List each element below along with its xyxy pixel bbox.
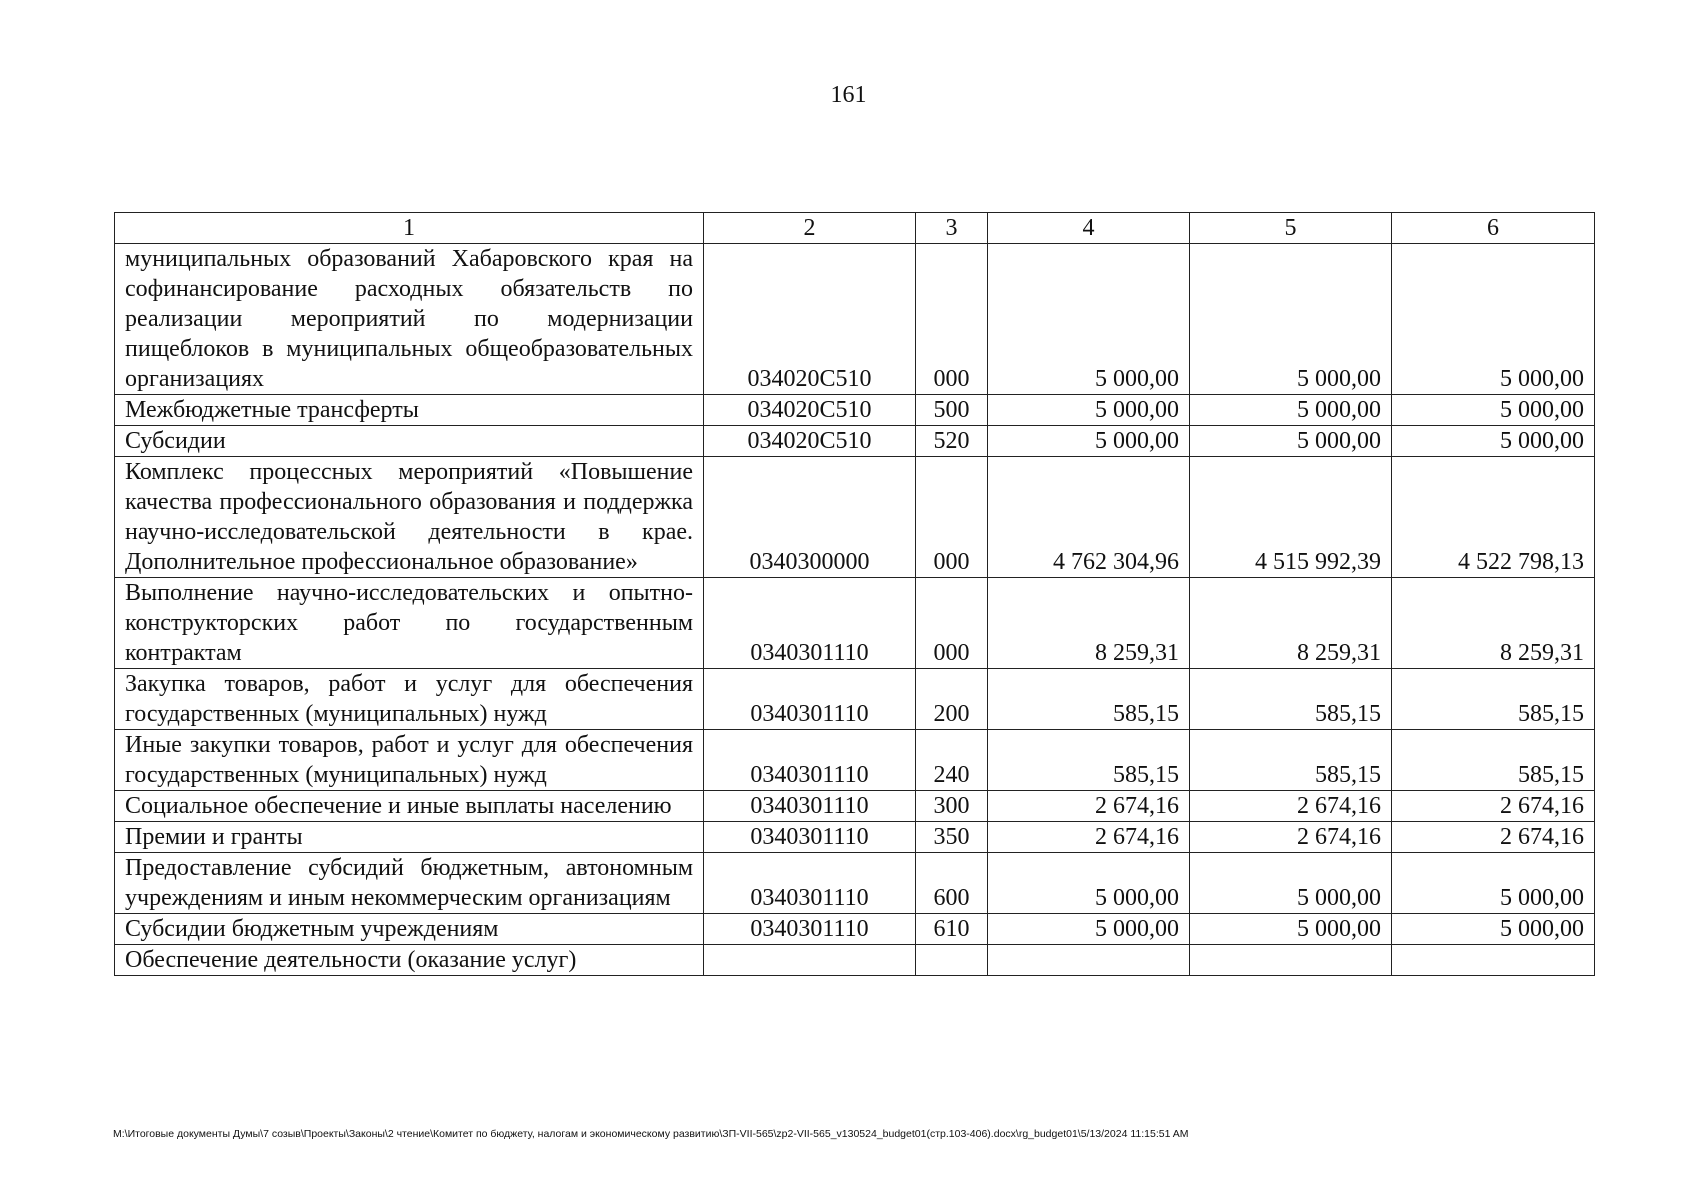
row-name-cell: Субсидии бюджетным учреждениям bbox=[115, 914, 704, 945]
table-row bbox=[115, 426, 1595, 457]
amount-col6-cell: 2 674,16 bbox=[1392, 822, 1595, 853]
amount-col6-cell bbox=[1392, 945, 1595, 976]
amount-col4-cell: 2 674,16 bbox=[988, 822, 1190, 853]
column-header-2: 2 bbox=[704, 213, 916, 244]
amount-col6-cell: 4 522 798,13 bbox=[1392, 457, 1595, 578]
row-name-cell: Межбюджетные трансферты bbox=[115, 395, 704, 426]
amount-col4-cell: 585,15 bbox=[988, 730, 1190, 791]
target-article-cell: 034020С510 bbox=[704, 244, 916, 395]
amount-col6-cell: 2 674,16 bbox=[1392, 791, 1595, 822]
expense-type-cell: 520 bbox=[916, 426, 988, 457]
amount-col4-cell: 5 000,00 bbox=[988, 244, 1190, 395]
target-article-cell bbox=[704, 945, 916, 976]
amount-col4-cell: 585,15 bbox=[988, 669, 1190, 730]
row-name-cell: Комплекс процессных мероприятий «Повышение качества профессионального образования и поддержка научно-исследовательской деятельности в крае. Дополнительное профессиональное образование» bbox=[115, 457, 704, 578]
amount-col4-cell: 4 762 304,96 bbox=[988, 457, 1190, 578]
target-article-cell: 0340301110 bbox=[704, 730, 916, 791]
expense-type-cell: 200 bbox=[916, 669, 988, 730]
amount-col6-cell: 5 000,00 bbox=[1392, 853, 1595, 914]
amount-col5-cell: 585,15 bbox=[1190, 730, 1392, 791]
column-header-3: 3 bbox=[916, 213, 988, 244]
target-article-cell: 0340301110 bbox=[704, 914, 916, 945]
amount-col4-cell: 5 000,00 bbox=[988, 853, 1190, 914]
amount-col6-cell: 5 000,00 bbox=[1392, 426, 1595, 457]
table-row bbox=[115, 791, 1595, 822]
expense-type-cell: 000 bbox=[916, 578, 988, 669]
amount-col4-cell: 8 259,31 bbox=[988, 578, 1190, 669]
expense-type-cell: 350 bbox=[916, 822, 988, 853]
amount-col6-cell: 585,15 bbox=[1392, 730, 1595, 791]
row-name-cell: Субсидии bbox=[115, 426, 704, 457]
target-article-cell: 034020С510 bbox=[704, 426, 916, 457]
amount-col4-cell: 5 000,00 bbox=[988, 395, 1190, 426]
expense-type-cell: 000 bbox=[916, 457, 988, 578]
target-article-cell: 0340301110 bbox=[704, 853, 916, 914]
target-article-cell: 0340301110 bbox=[704, 791, 916, 822]
table-row bbox=[115, 244, 1595, 395]
column-header-1: 1 bbox=[115, 213, 704, 244]
amount-col6-cell: 5 000,00 bbox=[1392, 395, 1595, 426]
amount-col4-cell: 5 000,00 bbox=[988, 914, 1190, 945]
table-row bbox=[115, 669, 1595, 730]
budget-table bbox=[114, 212, 1595, 976]
amount-col5-cell: 5 000,00 bbox=[1190, 395, 1392, 426]
amount-col5-cell: 2 674,16 bbox=[1190, 791, 1392, 822]
column-header-5: 5 bbox=[1190, 213, 1392, 244]
table-row bbox=[115, 730, 1595, 791]
column-header-6: 6 bbox=[1392, 213, 1595, 244]
amount-col5-cell: 5 000,00 bbox=[1190, 853, 1392, 914]
amount-col4-cell: 5 000,00 bbox=[988, 426, 1190, 457]
amount-col6-cell: 8 259,31 bbox=[1392, 578, 1595, 669]
row-name-cell: Премии и гранты bbox=[115, 822, 704, 853]
amount-col5-cell: 4 515 992,39 bbox=[1190, 457, 1392, 578]
amount-col4-cell: 2 674,16 bbox=[988, 791, 1190, 822]
table-row bbox=[115, 853, 1595, 914]
expense-type-cell: 610 bbox=[916, 914, 988, 945]
amount-col5-cell: 5 000,00 bbox=[1190, 914, 1392, 945]
row-name-cell: муниципальных образований Хабаровского края на софинансирование расходных обязательств по реализации мероприятий по модернизации пищеблоков в муниципальных общеобразовательных организациях bbox=[115, 244, 704, 395]
expense-type-cell bbox=[916, 945, 988, 976]
target-article-cell: 0340301110 bbox=[704, 822, 916, 853]
amount-col5-cell: 5 000,00 bbox=[1190, 426, 1392, 457]
table-row bbox=[115, 822, 1595, 853]
expense-type-cell: 240 bbox=[916, 730, 988, 791]
target-article-cell: 034020С510 bbox=[704, 395, 916, 426]
document-path-footer: M:\Итоговые документы Думы\7 созыв\Проекты\Законы\2 чтение\Комитет по бюджету, налогам и экономическому развитию\ЗП-VII-565\zp2-VII-565_v130524_budget01(стр.103-406).docx\rg_budget01\5/13/2024 11:15:51 AM bbox=[113, 1128, 1189, 1140]
expense-type-cell: 600 bbox=[916, 853, 988, 914]
expense-type-cell: 000 bbox=[916, 244, 988, 395]
target-article-cell: 0340301110 bbox=[704, 578, 916, 669]
target-article-cell: 0340301110 bbox=[704, 669, 916, 730]
amount-col5-cell: 2 674,16 bbox=[1190, 822, 1392, 853]
amount-col4-cell bbox=[988, 945, 1190, 976]
expense-type-cell: 300 bbox=[916, 791, 988, 822]
amount-col6-cell: 585,15 bbox=[1392, 669, 1595, 730]
amount-col5-cell: 5 000,00 bbox=[1190, 244, 1392, 395]
page-number: 161 bbox=[830, 82, 867, 108]
column-header-4: 4 bbox=[988, 213, 1190, 244]
row-name-cell: Предоставление субсидий бюджетным, автономным учреждениям и иным некоммерческим организациям bbox=[115, 853, 704, 914]
table-row bbox=[115, 395, 1595, 426]
expense-type-cell: 500 bbox=[916, 395, 988, 426]
target-article-cell: 0340300000 bbox=[704, 457, 916, 578]
amount-col5-cell: 585,15 bbox=[1190, 669, 1392, 730]
table-row bbox=[115, 578, 1595, 669]
row-name-cell: Иные закупки товаров, работ и услуг для обеспечения государственных (муниципальных) нужд bbox=[115, 730, 704, 791]
amount-col6-cell: 5 000,00 bbox=[1392, 914, 1595, 945]
table-row bbox=[115, 945, 1595, 976]
row-name-cell: Выполнение научно-исследовательских и опытно-конструкторских работ по государственным контрактам bbox=[115, 578, 704, 669]
row-name-cell: Обеспечение деятельности (оказание услуг) bbox=[115, 945, 704, 976]
row-name-cell: Закупка товаров, работ и услуг для обеспечения государственных (муниципальных) нужд bbox=[115, 669, 704, 730]
table-header-row bbox=[115, 213, 1595, 244]
table-row bbox=[115, 457, 1595, 578]
amount-col5-cell bbox=[1190, 945, 1392, 976]
table-row bbox=[115, 914, 1595, 945]
row-name-cell: Социальное обеспечение и иные выплаты населению bbox=[115, 791, 704, 822]
amount-col6-cell: 5 000,00 bbox=[1392, 244, 1595, 395]
amount-col5-cell: 8 259,31 bbox=[1190, 578, 1392, 669]
